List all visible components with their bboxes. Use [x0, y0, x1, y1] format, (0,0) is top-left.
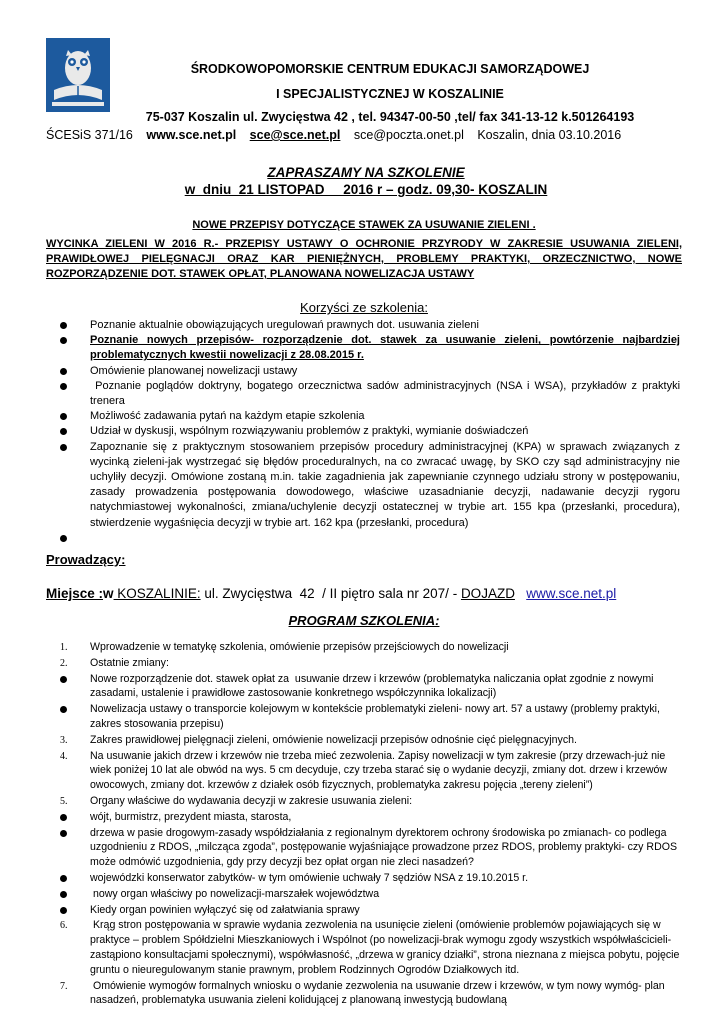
bullet-icon — [60, 907, 67, 914]
program-item-text: Nowelizacja ustawy o transporcie kolejowym w kontekście problematyki zieleni- nowy art. 57 a ustawy (problemy praktyki, zakres stosowania przepisu) — [90, 703, 663, 730]
program-item-text: nowy organ właściwy po nowelizacji-marszałek województwa — [90, 887, 380, 900]
list-item: Zapoznanie się z praktycznym stosowaniem przepisów procedury administracyjnej (KPA) w sprawach związanych z wycinką zieleni-jak wystrzegać się błędów proceduralnych, na co zwracać uwagę, by SKO czy sąd administracyjny nie uchyliły decyzji. Omówione zostaną m.in. takie zagadnienia jak zapewnianie czynnego udziału strony w postępowaniu, zasady prowadzenia postępowania dowodowego, właściwe uzasadnianie decyzji, nadawanie decyzji rygoru natychmiastowej wykonalności, zmiana/uchylenie decyzji ostatecznej w trybie art. 155 kpa (przesłanki, procedura), stwierdzenie wygaśnięcia decyzji w trybie art. 162 kpa (przesłanki, procedura) — [46, 440, 680, 531]
program-item — [46, 702, 686, 732]
item-number: 1. — [60, 642, 68, 653]
list-item-empty — [46, 531, 680, 546]
email-link-secondary[interactable]: sce@poczta.onet.pl — [353, 128, 464, 142]
venue-line — [46, 586, 616, 601]
benefits-list — [46, 318, 684, 546]
bullet-icon — [60, 891, 67, 898]
program-item — [46, 887, 686, 902]
bullet-icon — [60, 875, 67, 882]
owl-on-book-logo-icon — [46, 38, 110, 112]
header-address: 75-037 Koszalin ul. Zwycięstwa 42 , tel. 94347-00-50 ,tel/ fax 341-13-12 k.501264193 — [145, 110, 635, 124]
training-topic — [46, 218, 682, 282]
program-item-text: Na usuwanie jakich drzew i krzewów nie trzeba mieć zezwolenia. Zapisy nowelizacji w tym zakresie (przy drzewach-już nie wiek poniżej 10 lat ale obwód na wys. 5 cm decyduje, czy trzeba starać się o wydanie decyzji, zmiany dot. drzew i krzewów owocowych, zmiany dot. krzewów z działek osób fizycznych, problematyka zakresu pojęcia „tereny zieleni”) — [90, 749, 670, 792]
website-link[interactable]: www.sce.net.pl — [146, 128, 237, 142]
bullet-icon — [60, 814, 67, 821]
bullet-icon — [60, 676, 67, 683]
list-item: Poznanie poglądów doktryny, bogatego orzecznictwa sadów administracyjnych (NSA i WSA), przykładów z praktyki trenera — [46, 379, 680, 409]
program-item-text: Ostatnie zmiany: — [90, 656, 169, 669]
program-title: PROGRAM SZKOLENIA: — [288, 613, 440, 628]
program-item — [46, 733, 686, 748]
header-institution-line2: I SPECJALISTYCZNEJ W KOSZALINIE — [276, 87, 504, 101]
item-number: 2. — [60, 657, 68, 669]
program-item-text: wójt, burmistrz, prezydent miasta, starosta, — [90, 810, 292, 823]
bullet-icon — [60, 322, 67, 329]
program-item-text: drzewa w pasie drogowym-zasady współdziałania z regionalnym dyrektorem ochrony środowiska po zmianach- co podlega uzgodnieniu z RDOS, „milcząca zgoda”, postępowanie wyjaśniające prowadzone przez RDOS, problemy praktyki- czy RDOS może odmówić uzgodnienia, gdy przy decyzji bez opłat organ nie zleci nasadzeń? — [90, 826, 680, 869]
program-item — [46, 903, 686, 918]
list-item: Możliwość zadawania pytań na każdym etapie szkolenia — [46, 409, 680, 424]
program-item-text: Nowe rozporządzenie dot. stawek opłat za usuwanie drzew i krzewów (problematyka naliczania opłat zgodnie z nowymi zasadami, ustalenie i prawidłowe zastosowanie konkretnego współczynnika lokalizacji) — [90, 672, 657, 700]
bullet-icon — [60, 337, 67, 344]
program-item — [46, 810, 686, 825]
document-date: Koszalin, dnia 03.10.2016 — [477, 128, 622, 142]
header-contact-line — [46, 128, 686, 142]
bullet-icon — [60, 368, 67, 375]
bullet-icon — [60, 444, 67, 451]
list-item: Udział w dyskusji, wspólnym rozwiązywaniu problemów z praktyki, wymianie doświadczeń — [46, 424, 680, 439]
item-number: 4. — [60, 750, 68, 762]
program-item — [46, 871, 686, 886]
list-item: Omówienie planowanej nowelizacji ustawy — [46, 364, 680, 379]
program-item — [46, 918, 686, 977]
program-item — [46, 749, 686, 793]
program-item-text: Wprowadzenie w tematykę szkolenia, omówienie przepisów przejściowych do nowelizacji — [90, 641, 509, 653]
institution-logo — [46, 38, 110, 112]
bullet-icon — [60, 383, 67, 390]
directions-link[interactable]: DOJAZD — [460, 586, 515, 601]
trainer-label: Prowadzący: — [46, 552, 126, 567]
program-item-text: wojewódzki konserwator zabytków- w tym omówienie uchwały 7 sędziów NSA z 19.10.2015 r. — [90, 871, 529, 884]
bullet-icon — [60, 706, 67, 713]
program-item — [46, 826, 686, 870]
venue-address: ul. Zwycięstwa 42 / II piętro sala nr 207/ - — [200, 586, 461, 601]
program-item-text: Organy właściwe do wydawania decyzji w zakresie usuwania zieleni: — [90, 794, 413, 807]
venue-w: w — [103, 586, 114, 601]
invitation-title: ZAPRASZAMY NA SZKOLENIE — [267, 165, 465, 180]
program-item — [46, 794, 686, 809]
item-number: 5. — [60, 795, 68, 807]
program-item — [46, 979, 686, 1009]
topic-description: WYCINKA ZIELENI W 2016 R.- PRZEPISY USTAWY O OCHRONIE PRZYRODY W ZAKRESIE USUWANIA ZIELENI, PRAWIDŁOWEJ PIELĘGNACJI ORAZ KAR PIENIĘŻNYCH, PROBLEMY PRAKTYKI, ORZECZNICTWO, NOWE ROZPORZĄDZENIE DOT. STAWEK OPŁAT, PLANOWANA NOWELIZACJA USTAWY — [46, 238, 682, 280]
program-item — [46, 656, 686, 671]
bullet-icon — [60, 428, 67, 435]
invitation-datetime: w dniu 21 LISTOPAD 2016 r – godz. 09,30- KOSZALIN — [184, 182, 548, 197]
program-item-text: Krąg stron postępowania w sprawie wydania zezwolenia na usunięcie zieleni (omówienie problemów pojawiających się w praktyce – problem Spółdzielni Mieszkaniowych i Wspólnot (po nowelizacji-brak wymogu zgody wszystkich współwłaścicieli-zastąpiono konsultacjami społecznymi), współwłasność, „drzewa w granicy działki”, strona nieznana z miejsca pobytu, pojęcie gruntu o nieuregulowanym stanie prawnym, problem Rodzinnych Ogrodów Działkowych itd. — [90, 919, 683, 976]
topic-title: NOWE PRZEPISY DOTYCZĄCE STAWEK ZA USUWANIE ZIELENI . — [192, 219, 536, 231]
benefits-title: Korzyści ze szkolenia: — [300, 300, 428, 315]
item-number: 7. — [60, 980, 68, 992]
program-item-text: Kiedy organ powinien wyłączyć się od załatwiania sprawy — [90, 903, 360, 916]
venue-label: Miejsce : — [46, 586, 104, 601]
list-item: Poznanie aktualnie obowiązujących uregulowań prawnych dot. usuwania zieleni — [46, 318, 680, 333]
reference-number: ŚCESiS 371/16 — [46, 128, 133, 142]
venue-city: KOSZALINIE: — [113, 586, 201, 601]
bullet-icon — [60, 413, 67, 420]
program-item — [46, 640, 686, 655]
program-item — [46, 672, 686, 702]
program-item-text: Zakres prawidłowej pielęgnacji zieleni, omówienie nowelizacji przepisów odnośnie cięć pielęgnacyjnych. — [90, 733, 577, 746]
program-item-text: Omówienie wymogów formalnych wniosku o wydanie zezwolenia na usuwanie drzew i krzewów, w tym nowy wymóg- plan nasadzeń, problematyka usuwania zieleni kolidującej z planowaną inwestycją budowlaną — [90, 979, 668, 1007]
header-institution-line1: ŚRODKOWOPOMORSKIE CENTRUM EDUKACJI SAMORZĄDOWEJ — [190, 62, 590, 76]
email-link-primary[interactable]: sce@sce.net.pl — [249, 128, 341, 142]
bullet-icon — [60, 535, 67, 542]
list-item: Poznanie nowych przepisów- rozporządzenie dot. stawek za usuwanie zieleni, powtórzenie najbardziej problematycznych kwestii nowelizacji z 28.08.2015 r. — [46, 333, 680, 363]
item-number: 3. — [60, 734, 68, 746]
program-list — [46, 640, 686, 1009]
venue-website-link[interactable]: www.sce.net.pl — [526, 586, 617, 601]
item-number: 6. — [60, 920, 68, 932]
bullet-icon — [60, 830, 67, 837]
